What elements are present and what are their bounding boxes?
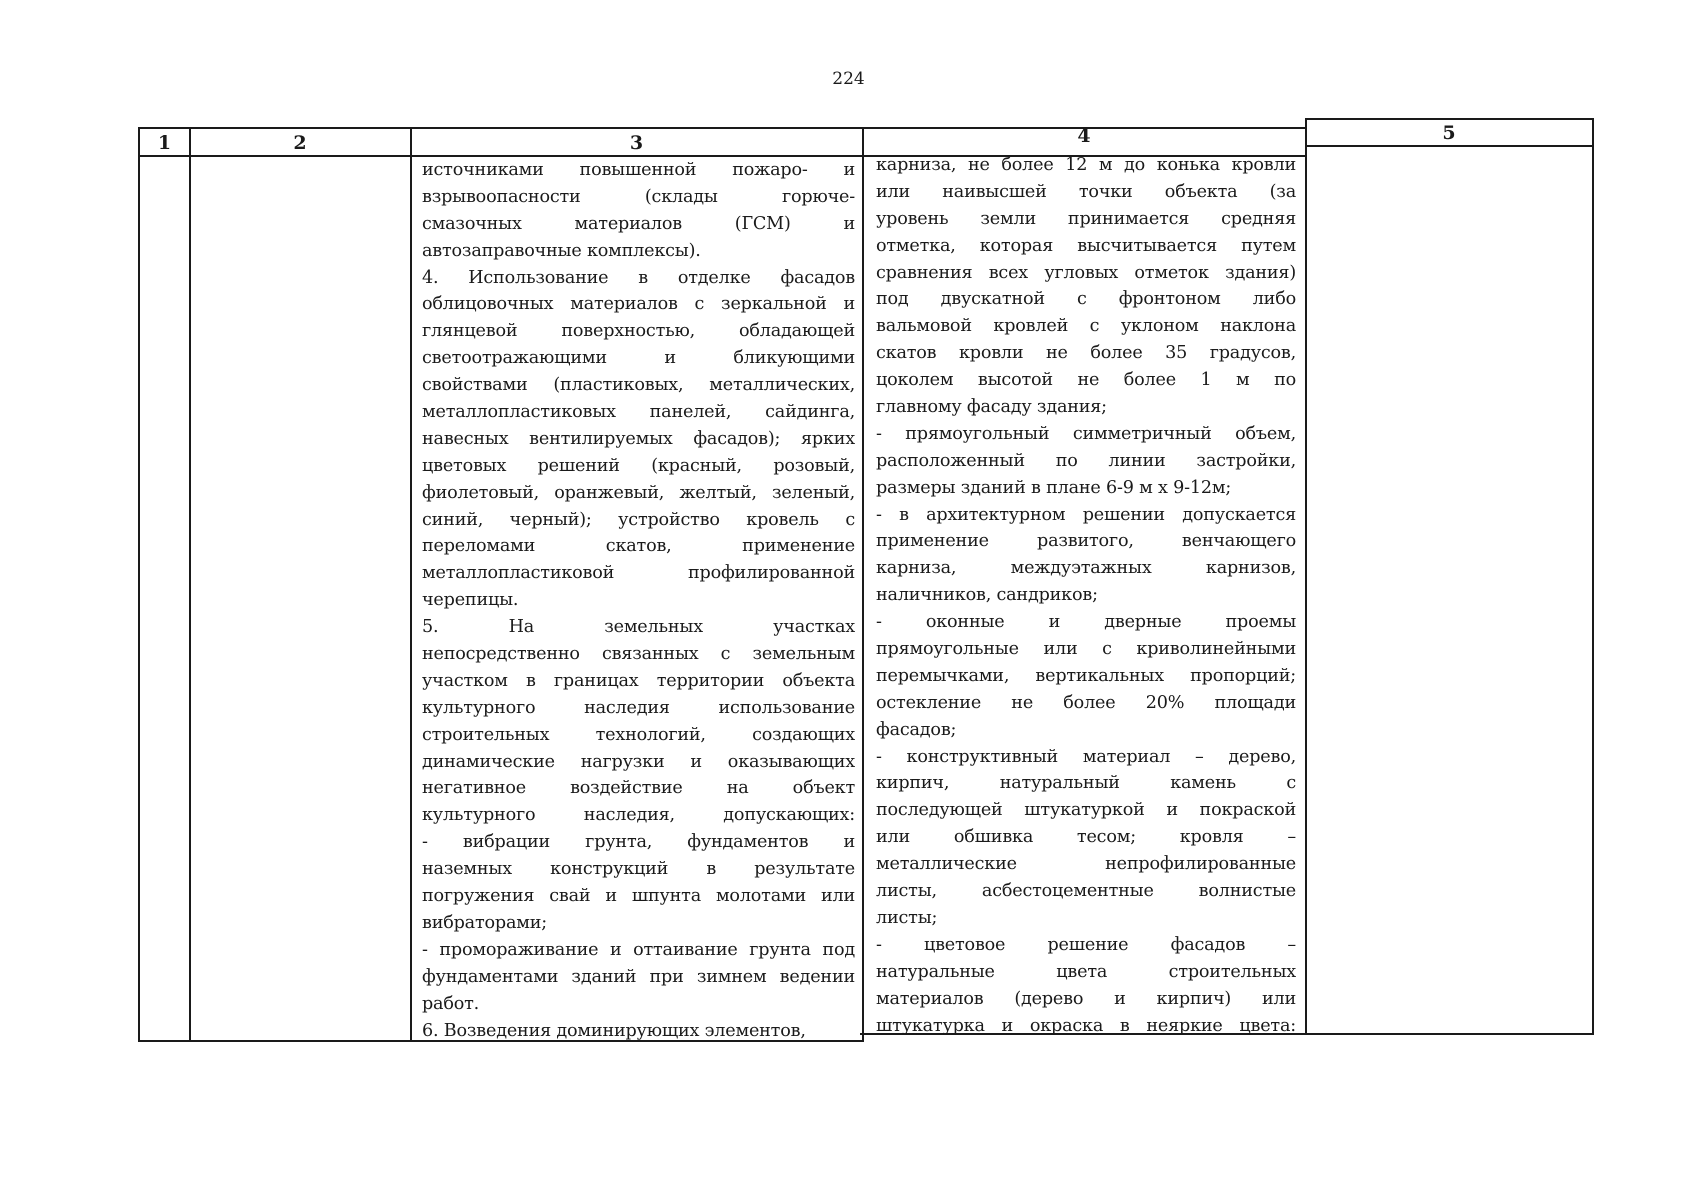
- col3-line: цветовых решений (красный, розовый,: [422, 455, 855, 476]
- col4-line: или обшивка тесом; кровля –: [876, 827, 1296, 848]
- header-col-3: 3: [629, 132, 644, 154]
- col3-line: участком в границах территории объекта: [422, 670, 855, 691]
- col4-line: штукатурка и окраска в неяркие цвета:: [876, 1015, 1296, 1036]
- col3-line: работ.: [422, 993, 480, 1014]
- col4-line: применение развитого, венчающего: [876, 531, 1296, 552]
- col3-line: черепицы.: [422, 590, 519, 611]
- col4-line: листы;: [876, 907, 938, 928]
- col3-line: свойствами (пластиковых, металлических,: [422, 375, 855, 396]
- col3-line: фундаментами зданий при зимнем ведении: [422, 966, 855, 987]
- table-right-border: [1592, 118, 1594, 1035]
- col3-line: фиолетовый, оранжевый, желтый, зеленый,: [422, 482, 855, 503]
- col3-line: - промораживание и оттаивание грунта под: [422, 939, 855, 960]
- col4-line: материалов (дерево и кирпич) или: [876, 988, 1296, 1009]
- col4-line: отметка, которая высчитывается путем: [876, 235, 1296, 256]
- col3-line: глянцевой поверхностью, обладающей: [422, 321, 855, 342]
- col3-line: синий, черный); устройство кровель с: [422, 509, 855, 530]
- col3-line: строительных технологий, создающих: [422, 724, 855, 745]
- col4-line: уровень земли принимается средняя: [876, 208, 1296, 229]
- col3-line: смазочных материалов (ГСМ) и: [422, 213, 855, 234]
- col3-line: вибраторами;: [422, 912, 547, 933]
- col4-line: скатов кровли не более 35 градусов,: [876, 343, 1296, 364]
- column-divider-1-2: [189, 127, 191, 1042]
- col4-line: прямоугольные или с криволинейными: [876, 639, 1296, 660]
- header-col-5: 5: [1442, 122, 1456, 144]
- col3-line: - вибрации грунта, фундаментов и: [422, 832, 855, 853]
- col4-line: листы, асбестоцементные волнистые: [876, 881, 1296, 902]
- col4-line: кирпич, натуральный камень с: [876, 773, 1296, 794]
- requirements-text-column: [876, 152, 1296, 1039]
- col4-line: последующей штукатуркой и покраской: [876, 800, 1296, 821]
- col3-line: автозаправочные комплексы).: [422, 240, 701, 261]
- col3-line: источниками повышенной пожаро- и: [422, 160, 855, 180]
- col3-line: навесных вентилируемых фасадов); ярких: [422, 428, 855, 449]
- col4-line: размеры зданий в плане 6-9 м х 9-12м;: [876, 477, 1232, 498]
- page-number: 224: [832, 69, 865, 89]
- col4-line: металлические непрофилированные: [876, 854, 1296, 875]
- col3-line: культурного наследия использование: [422, 697, 855, 718]
- col4-line: под двускатной с фронтоном либо: [876, 289, 1296, 310]
- col4-line: натуральные цвета строительных: [876, 961, 1296, 982]
- col4-line: - в архитектурном решении допускается: [876, 504, 1296, 525]
- col3-line: облицовочных материалов с зеркальной и: [422, 294, 855, 315]
- column-divider-2-3: [410, 127, 412, 1042]
- col3-line: 5. На земельных участках: [422, 617, 855, 638]
- header-col-1: 1: [157, 132, 172, 154]
- col4-line: вальмовой кровлей с уклоном наклона: [876, 316, 1296, 337]
- col3-line: 4. Использование в отделке фасадов: [422, 267, 855, 288]
- col4-line: - конструктивный материал – дерево,: [876, 746, 1296, 767]
- column-divider-4-5: [1305, 118, 1307, 1035]
- col3-line: 6. Возведения доминирующих элементов,: [422, 1020, 806, 1041]
- col4-line: - оконные и дверные проемы: [876, 612, 1296, 633]
- col3-line: взрывоопасности (склады горюче-: [422, 186, 855, 207]
- header-col-2: 2: [293, 132, 307, 154]
- col4-line: остекление не более 20% площади: [876, 692, 1296, 713]
- col3-line: переломами скатов, применение: [422, 536, 855, 557]
- restrictions-text-column: [422, 157, 855, 1044]
- col4-line: наличников, сандриков;: [876, 585, 1098, 606]
- col4-line: - цветовое решение фасадов –: [876, 934, 1296, 955]
- col4-line: главному фасаду здания;: [876, 397, 1107, 418]
- col4-line: карниза, не более 12 м до конька кровли: [876, 155, 1296, 175]
- col3-line: культурного наследия, допускающих:: [422, 805, 855, 826]
- col3-line: наземных конструкций в результате: [422, 859, 855, 880]
- col3-line: погружения свай и шпунта молотами или: [422, 886, 855, 907]
- column-divider-3-4: [862, 127, 864, 1042]
- col4-line: сравнения всех угловых отметок здания): [876, 262, 1296, 283]
- col3-line: металлопластиковой профилированной: [422, 563, 855, 584]
- col4-line: перемычками, вертикальных пропорций;: [876, 665, 1296, 686]
- col4-line: карниза, междуэтажных карнизов,: [876, 558, 1296, 579]
- col4-line: или наивысшей точки объекта (за: [876, 181, 1296, 202]
- col3-line: непосредственно связанных с земельным: [422, 644, 855, 665]
- col3-line: динамические нагрузки и оказывающих: [422, 751, 855, 772]
- col3-line: светоотражающими и бликующими: [422, 348, 855, 369]
- col4-line: - прямоугольный симметричный объем,: [876, 423, 1296, 444]
- col3-line: негативное воздействие на объект: [422, 778, 855, 799]
- table-left-border: [138, 127, 140, 1042]
- col4-line: цоколем высотой не более 1 м по: [876, 370, 1296, 391]
- col3-line: металлопластиковых панелей, сайдинга,: [422, 402, 855, 423]
- col4-line: расположенный по линии застройки,: [876, 450, 1296, 471]
- col4-line: фасадов;: [876, 719, 957, 740]
- document-table: [138, 118, 1594, 1041]
- header-col-4: 4: [1077, 125, 1091, 147]
